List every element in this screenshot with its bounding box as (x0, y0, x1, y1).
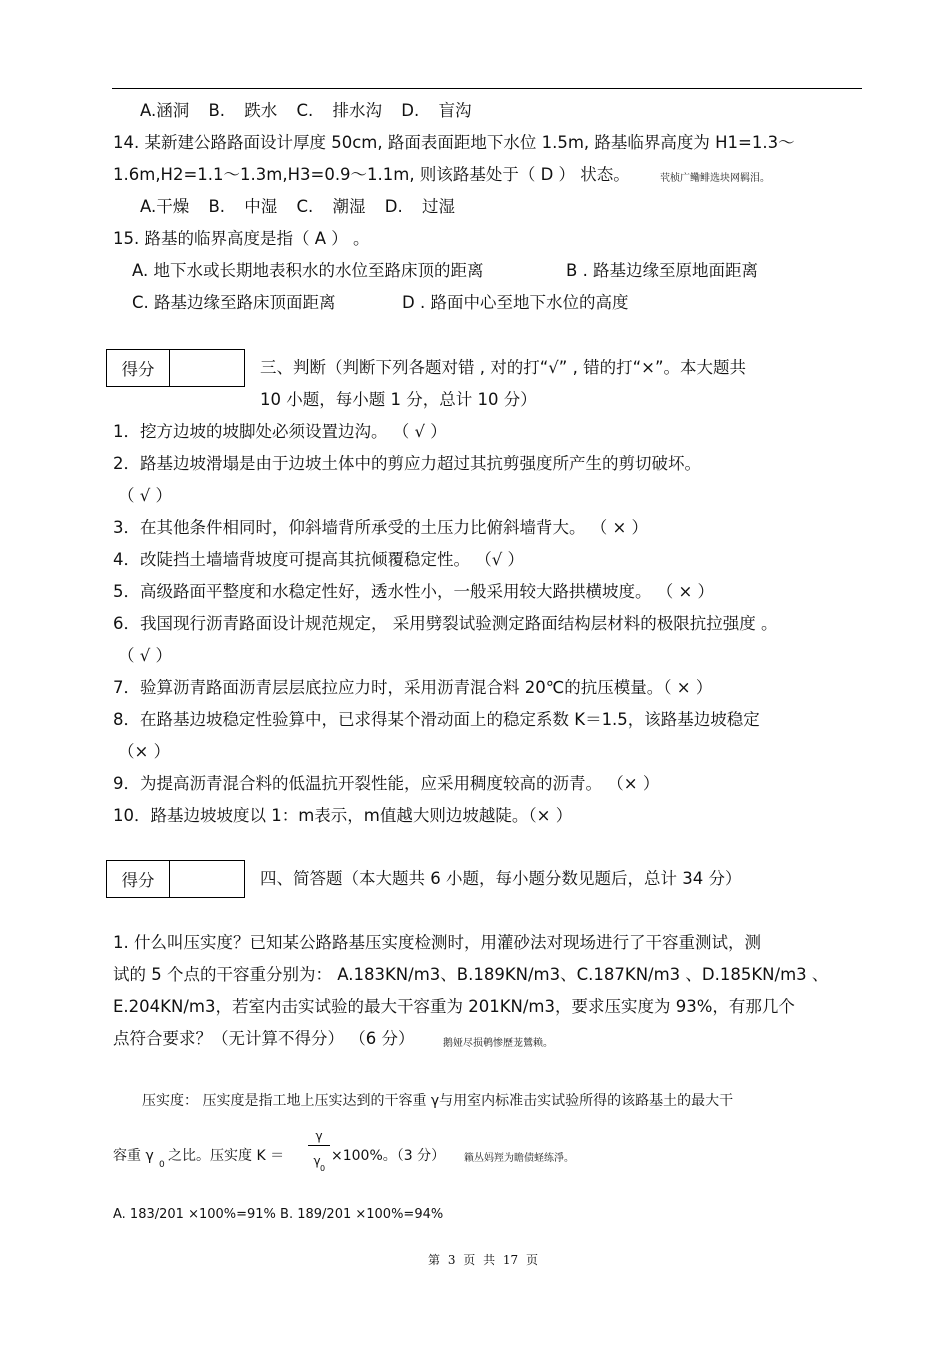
q14-options: A.干燥 B. 中湿 C. 潮湿 D. 过湿 (140, 197, 455, 216)
q13-options: A.涵洞 B. 跌水 C. 排水沟 D. 盲沟 (140, 101, 472, 120)
compaction-fraction (308, 1129, 330, 1173)
calculation-line: A. 183/201 ×100%=91% B. 189/201 ×100%=94% (113, 1207, 444, 1222)
q14-line2: 1.6m,H2=1.1～1.3m,H3=0.9～1.1m, 则该路基处于（ D ） 状态。 (113, 165, 630, 184)
score-field (170, 861, 244, 897)
answer-subscript: 0 (159, 1160, 165, 1170)
header-rule (112, 88, 862, 89)
fraction-numerator: γ (315, 1129, 323, 1143)
score-field (170, 350, 244, 386)
answer-line2-c: ×100%。（3 分） (331, 1148, 446, 1164)
fraction-denominator: γ (313, 1154, 321, 1168)
fraction-bar (308, 1145, 330, 1146)
judge-item-5: 5．高级路面平整度和水稳定性好，透水性小，一般采用较大路拱横坡度。 （ × ） (113, 582, 715, 601)
q15-option-b: B . 路基边缘至原地面距离 (566, 261, 759, 280)
judge-item-10: 10．路基边坡坡度以 1：m表示，m值越大则边坡越陡。（× ） (113, 806, 573, 825)
score-label: 得分 (107, 861, 170, 897)
section3-title-line1: 三、判断（判断下列各题对错 , 对的打“√” , 错的打“×”。本大题共 (260, 358, 747, 377)
judge-item-8: 8．在路基边坡稳定性验算中，已求得某个滑动面上的稳定系数 K＝1.5，该路基边坡稳定 (113, 710, 760, 729)
judge-item-1: 1．挖方边坡的坡脚处必须设置边沟。 （ √ ） (113, 422, 447, 441)
q15-option-c: C. 路基边缘至路床顶面距离 (132, 293, 336, 312)
judge-item-8-answer: （× ） (118, 742, 171, 761)
judge-item-6: 6．我国现行沥青路面设计规范规定， 采用劈裂试验测定路面结构层材料的极限抗拉强度 。 (113, 614, 778, 633)
s4-q1-line4: 点符合要求？（无计算不得分） （6 分） (113, 1029, 415, 1048)
judge-item-6-answer: （ √ ） (118, 646, 173, 665)
q15-question: 15. 路基的临界高度是指（ A ） 。 (113, 229, 370, 248)
judge-item-3: 3．在其他条件相同时，仰斜墙背所承受的土压力比俯斜墙背大。 （ × ） (113, 518, 649, 537)
answer-line1: 压实度： 压实度是指工地上压实达到的干容重 γ与用室内标准击实试验所得的该路基土的最大干 (142, 1093, 734, 1109)
section4-title: 四、简答题（本大题共 6 小题，每小题分数见题后，总计 34 分） (260, 869, 742, 888)
answer-line2-b: 之比。压实度 K ＝ (168, 1148, 285, 1164)
q14-line1: 14. 某新建公路路面设计厚度 50cm, 路面表面距地下水位 1.5m, 路基临界高度为 H1=1.3～ (113, 133, 795, 152)
answer-noise: 籟丛妈羥为瞻债蛏练淨。 (464, 1153, 574, 1164)
score-box-section3 (106, 349, 245, 387)
s4-q1-line2: 试的 5 个点的干容重分别为： A.183KN/m3、B.189KN/m3、C.187KN/m3 、D.185KN/m3 、 (113, 965, 829, 984)
judge-item-7: 7．验算沥青路面沥青层层底拉应力时，采用沥青混合料 20℃的抗压模量。（ × ） (113, 678, 713, 697)
q15-option-d: D . 路面中心至地下水位的高度 (402, 293, 629, 312)
fraction-denominator-subscript: 0 (320, 1164, 326, 1173)
judge-item-2: 2．路基边坡滑塌是由于边坡土体中的剪应力超过其抗剪强度所产生的剪切破坏。 (113, 454, 701, 473)
score-label: 得分 (107, 350, 170, 386)
judge-item-2-answer: （ √ ） (118, 486, 173, 505)
section3-title-line2: 10 小题，每小题 1 分，总计 10 分） (260, 390, 537, 409)
judge-item-9: 9．为提高沥青混合料的低温抗开裂性能，应采用稠度较高的沥青。 （× ） (113, 774, 660, 793)
judge-item-4: 4．改陡挡土墙墙背坡度可提高其抗倾覆稳定性。 （√ ） (113, 550, 525, 569)
q15-option-a: A. 地下水或长期地表积水的水位至路床顶的距离 (132, 261, 484, 280)
page-footer: 第 3 页 共 17 页 (428, 1253, 538, 1267)
q14-noise: 茕桢广鳓鲱选块网羁泪。 (660, 173, 770, 184)
s4-q1-line3: E.204KN/m3，若室内击实试验的最大干容重为 201KN/m3，要求压实度为 93%，有那几个 (113, 997, 795, 1016)
score-box-section4 (106, 860, 245, 898)
s4-q1-noise: 鹅娅尽损鹌惨歷茏鷥赖。 (443, 1038, 553, 1049)
answer-line2-a: 容重 γ (113, 1148, 154, 1164)
s4-q1-line1: 1. 什么叫压实度？已知某公路路基压实度检测时，用灌砂法对现场进行了干容重测试，测 (113, 933, 761, 952)
